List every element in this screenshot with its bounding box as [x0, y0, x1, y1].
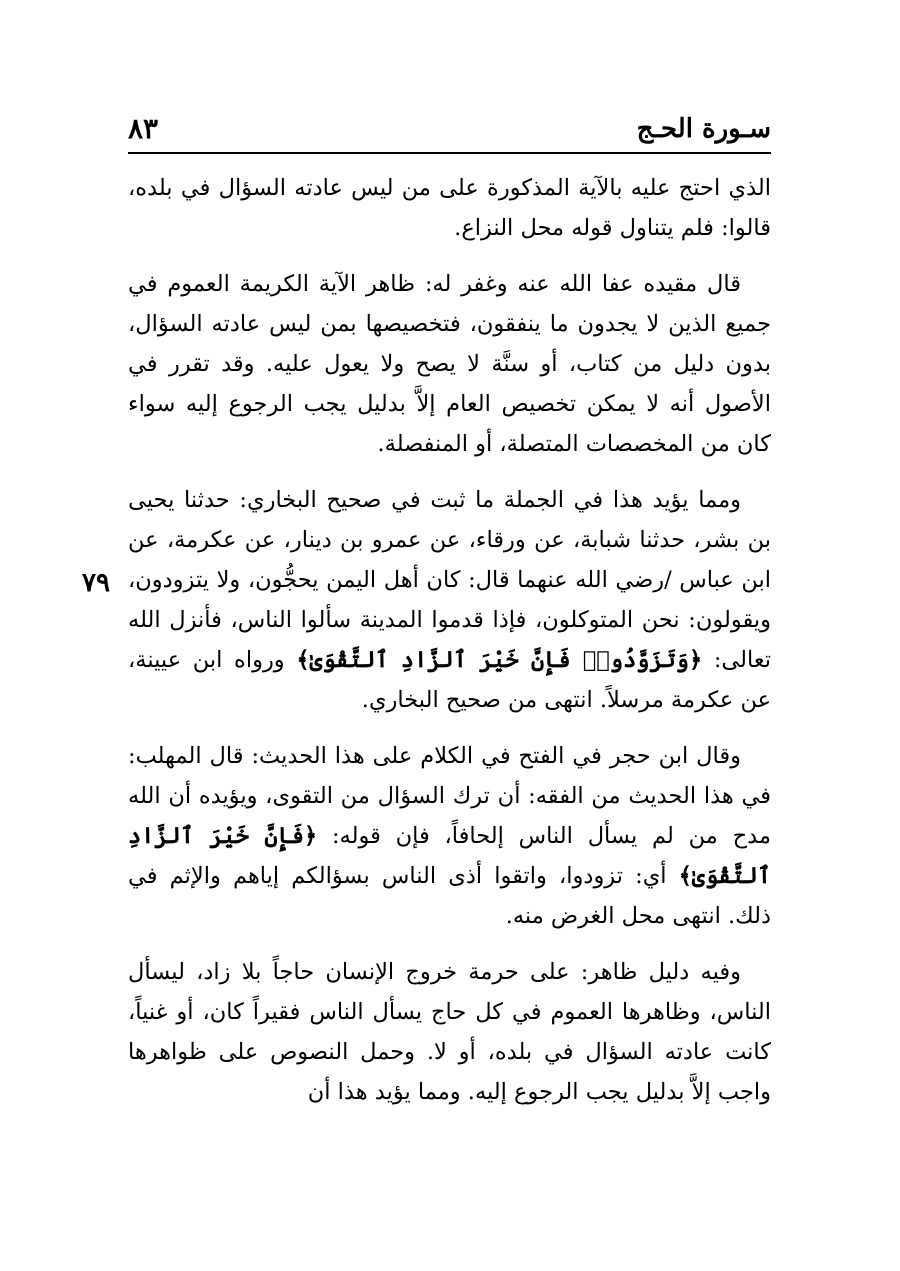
- page-number: ٨٣: [128, 112, 159, 145]
- paragraph-4: [128, 736, 771, 936]
- quran-verse-quote: ﴿وَتَزَوَّدُوا۟ فَإِنَّ خَيْرَ ٱلزَّادِ ٱلتَّقْوَىٰ﴾: [296, 647, 703, 673]
- margin-page-reference: ٧٩: [82, 568, 110, 598]
- header-divider: [128, 152, 771, 154]
- paragraph-2: قال مقيده عفا الله عنه وغفر له: ظاهر الآية الكريمة العموم في جميع الذين لا يجدون ما ينفقون، فتخصيصها بمن ليس عادته السؤال، بدون دليل من كتاب، أو سنَّة لا يصح ولا يعول عليه. وقد تقرر في الأصول أنه لا يمكن تخصيص العام إلاَّ بدليل يجب الرجوع إليه سواء كان من المخصصات المتصلة، أو المنفصلة.: [128, 271, 771, 457]
- paragraph-1: الذي احتج عليه بالآية المذكورة على من ليس عادته السؤال في بلده، قالوا: فلم يتناول قوله محل النزاع.: [128, 175, 771, 241]
- surah-title: سـورة الحـج: [636, 114, 771, 144]
- page-header: [128, 108, 771, 148]
- paragraph-4-text-before: وقال ابن حجر في الفتح في الكلام على هذا الحديث: قال المهلب: في هذا الحديث من الفقه: أن ترك السؤال من التقوى، ويؤيده أن الله مدح من لم يسأل الناس إلحافاً، فإن قوله:: [128, 743, 771, 849]
- paragraph-5: وفيه دليل ظاهر: على حرمة خروج الإنسان حاجاً بلا زاد، ليسأل الناس، وظاهرها العموم في كل حاج يسأل الناس فقيراً كان، أو غنياً، كانت عادته السؤال في بلده، أو لا. وحمل النصوص على ظواهرها واجب إلاَّ بدليل يجب الرجوع إليه. ومما يؤيد هذا أن: [128, 959, 771, 1105]
- quran-verse-quote: ﴿فَإِنَّ خَيْرَ ٱلزَّادِ ٱلتَّقْوَىٰ﴾: [128, 823, 771, 889]
- paragraph-3-text-before: ومما يؤيد هذا في الجملة ما ثبت في صحيح البخاري: حدثنا يحيى بن بشر، حدثنا شبابة، عن ورقاء، عن عمرو بن دينار، عن عكرمة، عن ابن عباس /رضي الله عنهما قال: كان أهل اليمن يحجُّون، ولا يتزودون، ويقولون: نحن المتوكلون، فإذا قدموا المدينة سألوا الناس، فأنزل الله تعالى:: [128, 487, 771, 673]
- body-text: [128, 168, 771, 1128]
- paragraph-3: [128, 480, 771, 720]
- paragraph-4-text-after: أي: تزودوا، واتقوا أذى الناس بسؤالكم إياهم والإثم في ذلك. انتهى محل الغرض منه.: [128, 863, 771, 929]
- paragraph-3-text-after: ورواه ابن عيينة، عن عكرمة مرسلاً. انتهى من صحيح البخاري.: [128, 647, 771, 713]
